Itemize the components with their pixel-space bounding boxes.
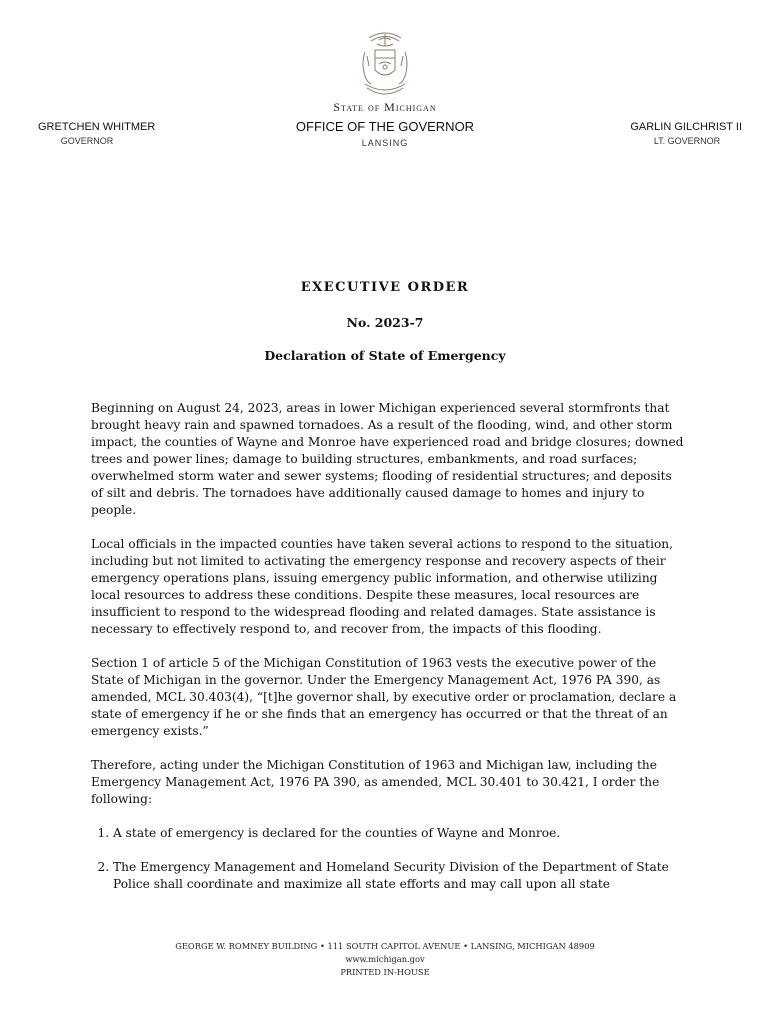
paragraph-background: Beginning on August 24, 2023, areas in lower Michigan experienced several stormfronts that brought heavy rain and spawned tornadoes. As a result of the flooding, wind, and other storm impact, the counties of Wayne and Monroe have experienced road and bridge closures; downed trees and power lines; damage to building structures, embankments, and road surfaces; overwhelmed storm water and sewer systems; flooding of residential structures; and deposits of silt and debris. The tornadoes have additionally caused damage to homes and injury to people. [91, 401, 684, 517]
governor-name: GRETCHEN WHITMER [38, 121, 156, 133]
lt-governor-title: LT. GOVERNOR [653, 136, 721, 146]
state-name: State of Michigan [333, 100, 437, 114]
order-item: 1. A state of emergency is declared for the counties of Wayne and Monroe. [113, 825, 686, 842]
order-number: No. 2023-7 [346, 315, 424, 330]
paragraph-therefore: Therefore, acting under the Michigan Constitution of 1963 and Michigan law, including the Emergency Management Act, 1976 PA 390, as amended, MCL 30.401 to 30.421, I order the following: [91, 758, 660, 806]
order-type-heading: EXECUTIVE ORDER [300, 280, 470, 295]
footer-address: GEORGE W. ROMNEY BUILDING • 111 SOUTH CAPITOL AVENUE • LANSING, MICHIGAN 48909 [175, 941, 595, 951]
office-city: LANSING [361, 138, 409, 148]
office-name: OFFICE OF THE GOVERNOR [295, 119, 475, 134]
order-item: 2. The Emergency Management and Homeland Security Division of the Department of State Police shall coordinate and maximize all state efforts and may call upon all state [113, 859, 686, 893]
page-footer [0, 940, 770, 979]
lt-governor-name: GARLIN GILCHRIST II [630, 121, 742, 133]
order-body [91, 400, 686, 910]
footer-printed: PRINTED IN-HOUSE [340, 967, 430, 977]
state-seal-icon [355, 26, 415, 100]
order-list [91, 825, 686, 893]
paragraph-legal-authority: Section 1 of article 5 of the Michigan Constitution of 1963 vests the executive power of the State of Michigan in the governor. Under the Emergency Management Act, 1976 PA 390, as amended, MCL 30.403(4), “[t]he governor shall, by executive order or proclamation, declare a state of emergency if he or she finds that an emergency has occurred or that the threat of an emergency exists.” [91, 656, 677, 738]
paragraph-local-actions: Local officials in the impacted counties have taken several actions to respond to the situation, including but not limited to activating the emergency response and recovery aspects of their emergency operations plans, issuing emergency public information, and otherwise utilizing local resources to address these conditions. Despite these measures, local resources are insufficient to respond to the widespread flooding and related damages. State assistance is necessary to effectively respond to, and recover from, the impacts of this flooding. [91, 537, 674, 636]
governor-title: GOVERNOR [60, 136, 114, 146]
footer-website: www.michigan.gov [345, 954, 425, 964]
order-title: Declaration of State of Emergency [264, 348, 506, 363]
